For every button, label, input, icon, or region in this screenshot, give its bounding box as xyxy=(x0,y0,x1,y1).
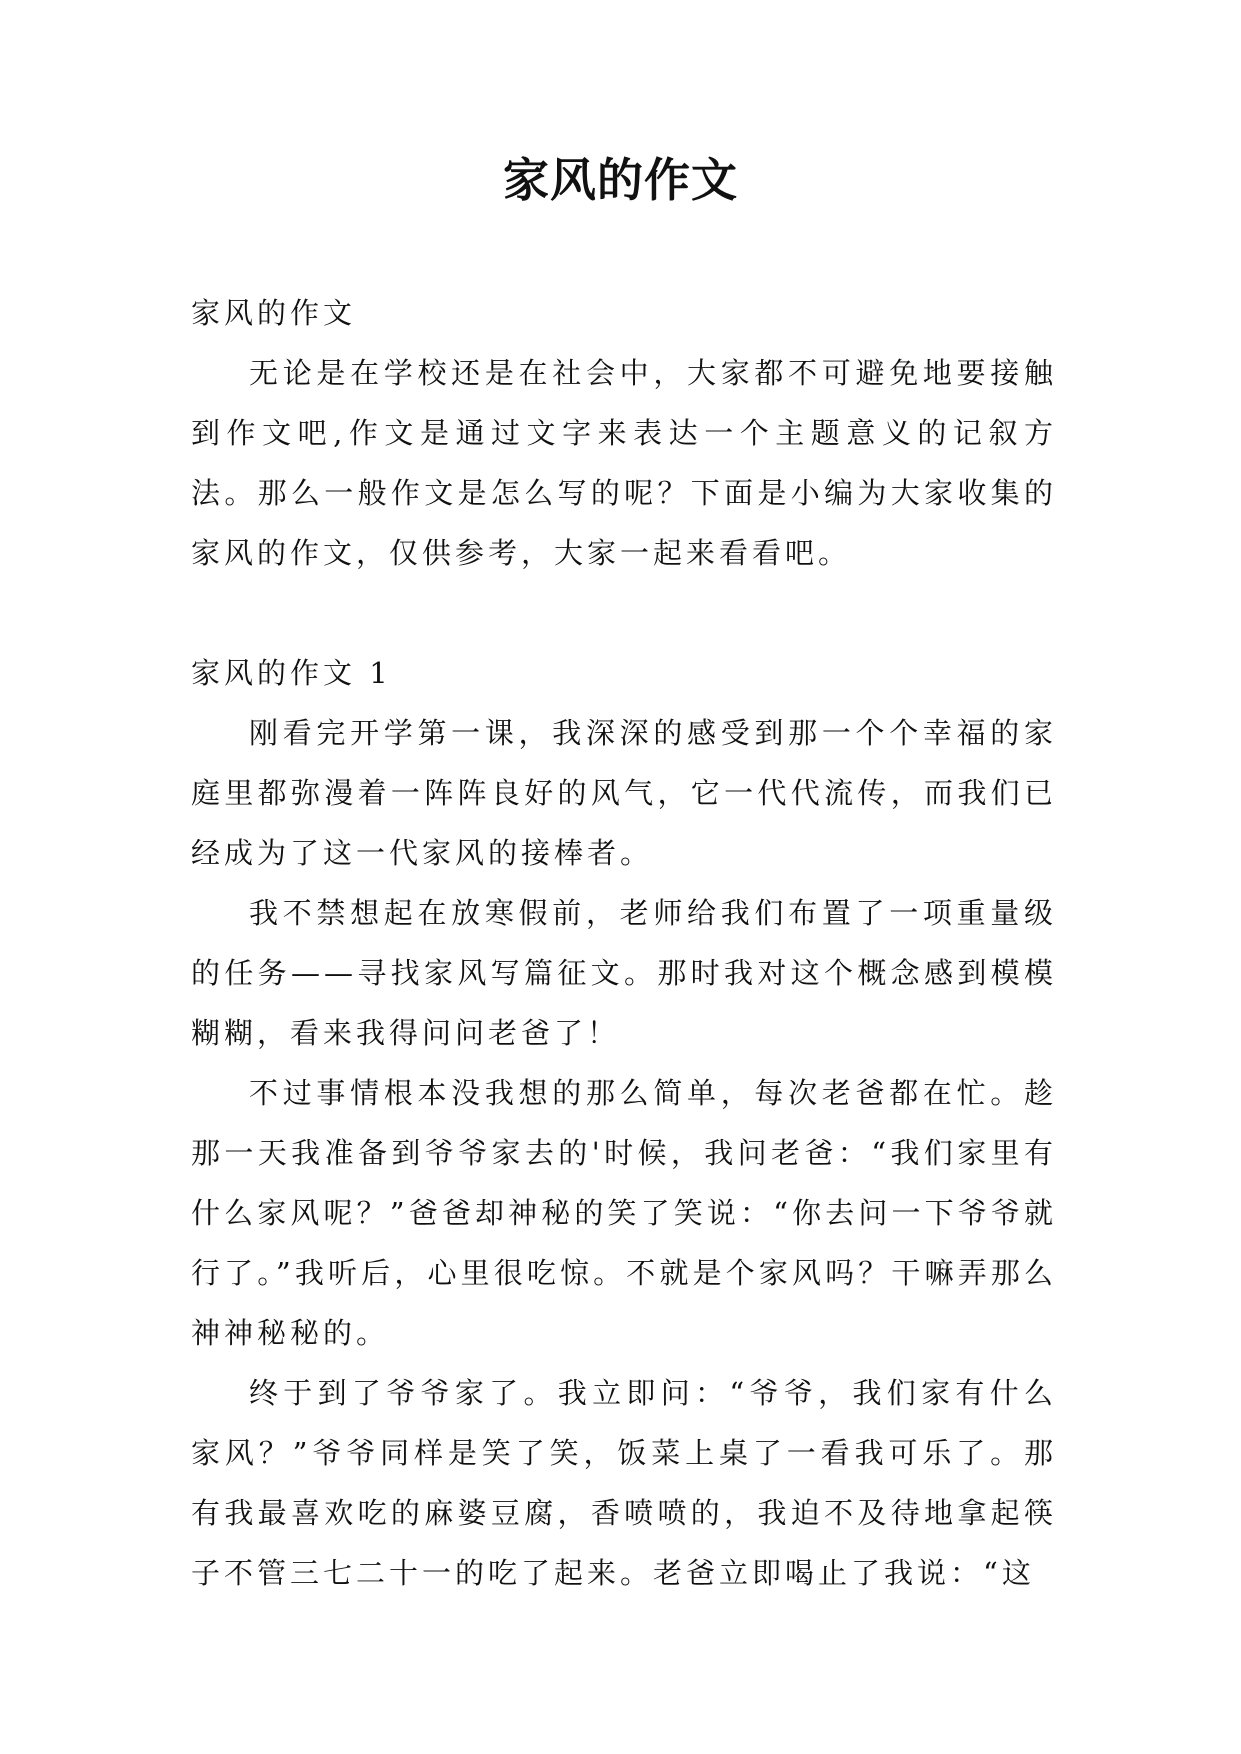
section-spacer xyxy=(191,583,1057,643)
intro-heading: 家风的作文 xyxy=(191,296,357,330)
essay-paragraph-2: 我不禁想起在放寒假前，老师给我们布置了一项重量级的任务——寻找家风写篇征文。那时我对这个概念感到模模糊糊，看来我得问问老爸了！ xyxy=(191,896,1057,1050)
essay-paragraph-1: 刚看完开学第一课，我深深的感受到那一个个幸福的家庭里都弥漫着一阵阵良好的风气，它一代代流传，而我们已经成为了这一代家风的接棒者。 xyxy=(191,716,1057,870)
essay-heading: 家风的作文 1 xyxy=(191,656,392,690)
document-body xyxy=(191,283,1057,1603)
intro-paragraph: 无论是在学校还是在社会中，大家都不可避免地要接触到作文吧,作文是通过文字来表达一个主题意义的记叙方法。那么一般作文是怎么写的呢？下面是小编为大家收集的家风的作文，仅供参考，大家一起来看看吧。 xyxy=(191,356,1057,570)
document-title: 家风的作文 xyxy=(503,153,738,207)
essay-paragraph-3: 不过事情根本没我想的那么简单，每次老爸都在忙。趁那一天我准备到爷爷家去的'时候，我问老爸：“我们家里有什么家风呢？”爸爸却神秘的笑了笑说：“你去问一下爷爷就行了。”我听后，心里很吃惊。不就是个家风吗？干嘛弄那么神神秘秘的。 xyxy=(191,1076,1057,1350)
essay-paragraph-4: 终于到了爷爷家了。我立即问：“爷爷，我们家有什么家风？”爷爷同样是笑了笑，饭菜上桌了一看我可乐了。那有我最喜欢吃的麻婆豆腐，香喷喷的，我迫不及待地拿起筷子不管三七二十一的吃了起来。老爸立即喝止了我说：“这 xyxy=(191,1376,1057,1590)
